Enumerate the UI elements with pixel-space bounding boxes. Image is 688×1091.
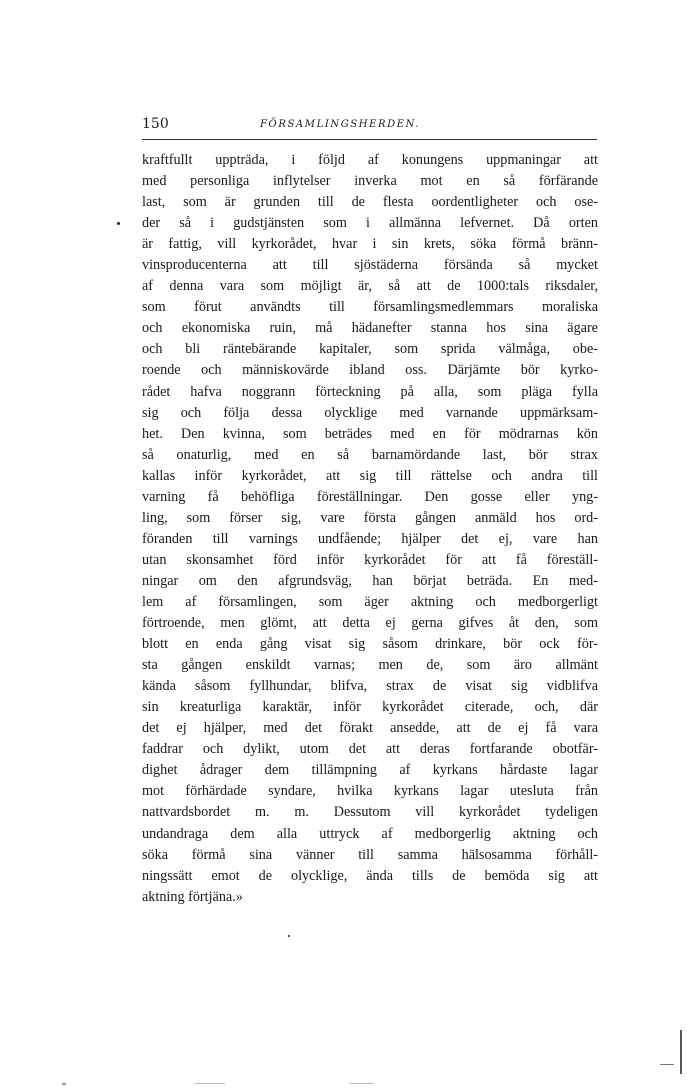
text-line: sta gången enskildt varnas; men de, som äro allmänt [142,657,598,674]
scan-speck [288,935,290,937]
text-line: kallas inför kyrkorådet, att sig till rättelse och andra till [142,467,598,484]
text-line: och ekonomiska ruin, må hädanefter stanna hos sina ägare [142,320,598,337]
text-line: der så i gudstjänsten som i allmänna lefvernet. Då orten [142,215,598,232]
text-line: utan skonsamhet förd inför kyrkorådet för att få föreställ- [142,551,598,568]
scan-speck [350,1083,374,1084]
text-line: är fattig, vill kyrkorådet, hvar i sin krets, söka förmå bränn- [142,236,598,253]
text-line: aktning förtjäna.» [142,888,243,905]
text-line: ningssätt emot de olycklige, ända tills de bemöda sig att [142,867,598,884]
text-line: det ej hjälper, med det förakt ansedde, att de ej få vara [142,720,598,737]
text-line: af denna vara som möjligt är, så att de 1000:tals riksdaler, [142,278,598,295]
text-line: ningar om den afgrundsväg, han börjat beträda. En med- [142,572,598,589]
text-line: faddrar och dylikt, utom det att deras fortfarande obotfär- [142,741,598,758]
text-line: rådet hafva noggrann förteckning på alla, som pläga fylla [142,383,598,400]
text-line: sig och följa dessa olycklige med varnande uppmärksam- [142,404,598,421]
text-line: som förut användts till församlingsmedlemmars moraliska [142,299,598,316]
text-line: het. Den kvinna, som beträdes med en för mödrarnas kön [142,425,598,442]
header-rule [142,139,597,140]
text-line: roende och människovärde ibland oss. Därjämte bör kyrko- [142,362,598,379]
scan-speck [62,1083,66,1085]
scan-speck [117,222,120,225]
text-line: föranden till varnings undfående; hjälper det ej, vare han [142,530,598,547]
text-line: förtroende, men glömt, att detta ej gerna gifves åt den, som [142,615,598,632]
text-line: dighet ådrager dem tillämpning af kyrkans hårdaste lagar [142,762,598,779]
text-line: så onaturlig, med en så barnamördande last, bör strax [142,446,598,463]
text-line: undandraga dem alla uttryck af medborgerlig aktning och [142,825,598,842]
page-header [142,116,598,138]
text-line: kända såsom fyllhundar, blifva, strax de visat sig vidblifva [142,678,598,695]
scan-edge-mark [680,1030,682,1074]
text-line: nattvardsbordet m. m. Dessutom vill kyrkorådet tydeligen [142,804,598,821]
text-line: blott en enda gång visat sig såsom drinkare, bör ock för- [142,636,598,653]
scan-edge-mark [660,1064,674,1065]
text-line: sin kreaturliga karaktär, inför kyrkorådet citerade, och, där [142,699,598,716]
text-line: med personliga inflytelser inverka mot en så förfärande [142,173,598,190]
page-number: 150 [142,116,169,132]
text-line: varning få behöfliga föreställningar. Den gosse eller yng- [142,488,598,505]
running-title: FÖRSAMLINGSHERDEN. [260,119,421,130]
text-line: och bli räntebärande kapitaler, som sprida välmåga, obe- [142,341,598,358]
scan-speck [195,1083,225,1084]
text-line: lem af församlingen, som äger aktning och medborgerligt [142,593,598,610]
text-line: mot förhärdade syndare, hvilka kyrkans lagar utesluta från [142,783,598,800]
text-line: ling, som förser sig, vare första gången anmäld hos ord- [142,509,598,526]
text-line: kraftfullt uppträda, i följd af konungens uppmaningar att [142,152,598,168]
body-text [142,150,598,908]
text-line: last, som är grunden till de flesta oordentligheter och ose- [142,194,598,211]
text-line: söka förmå sina vänner till samma hälsosamma förhåll- [142,846,598,863]
text-line: vinsproducenterna att till sjöstäderna försända så mycket [142,257,598,274]
